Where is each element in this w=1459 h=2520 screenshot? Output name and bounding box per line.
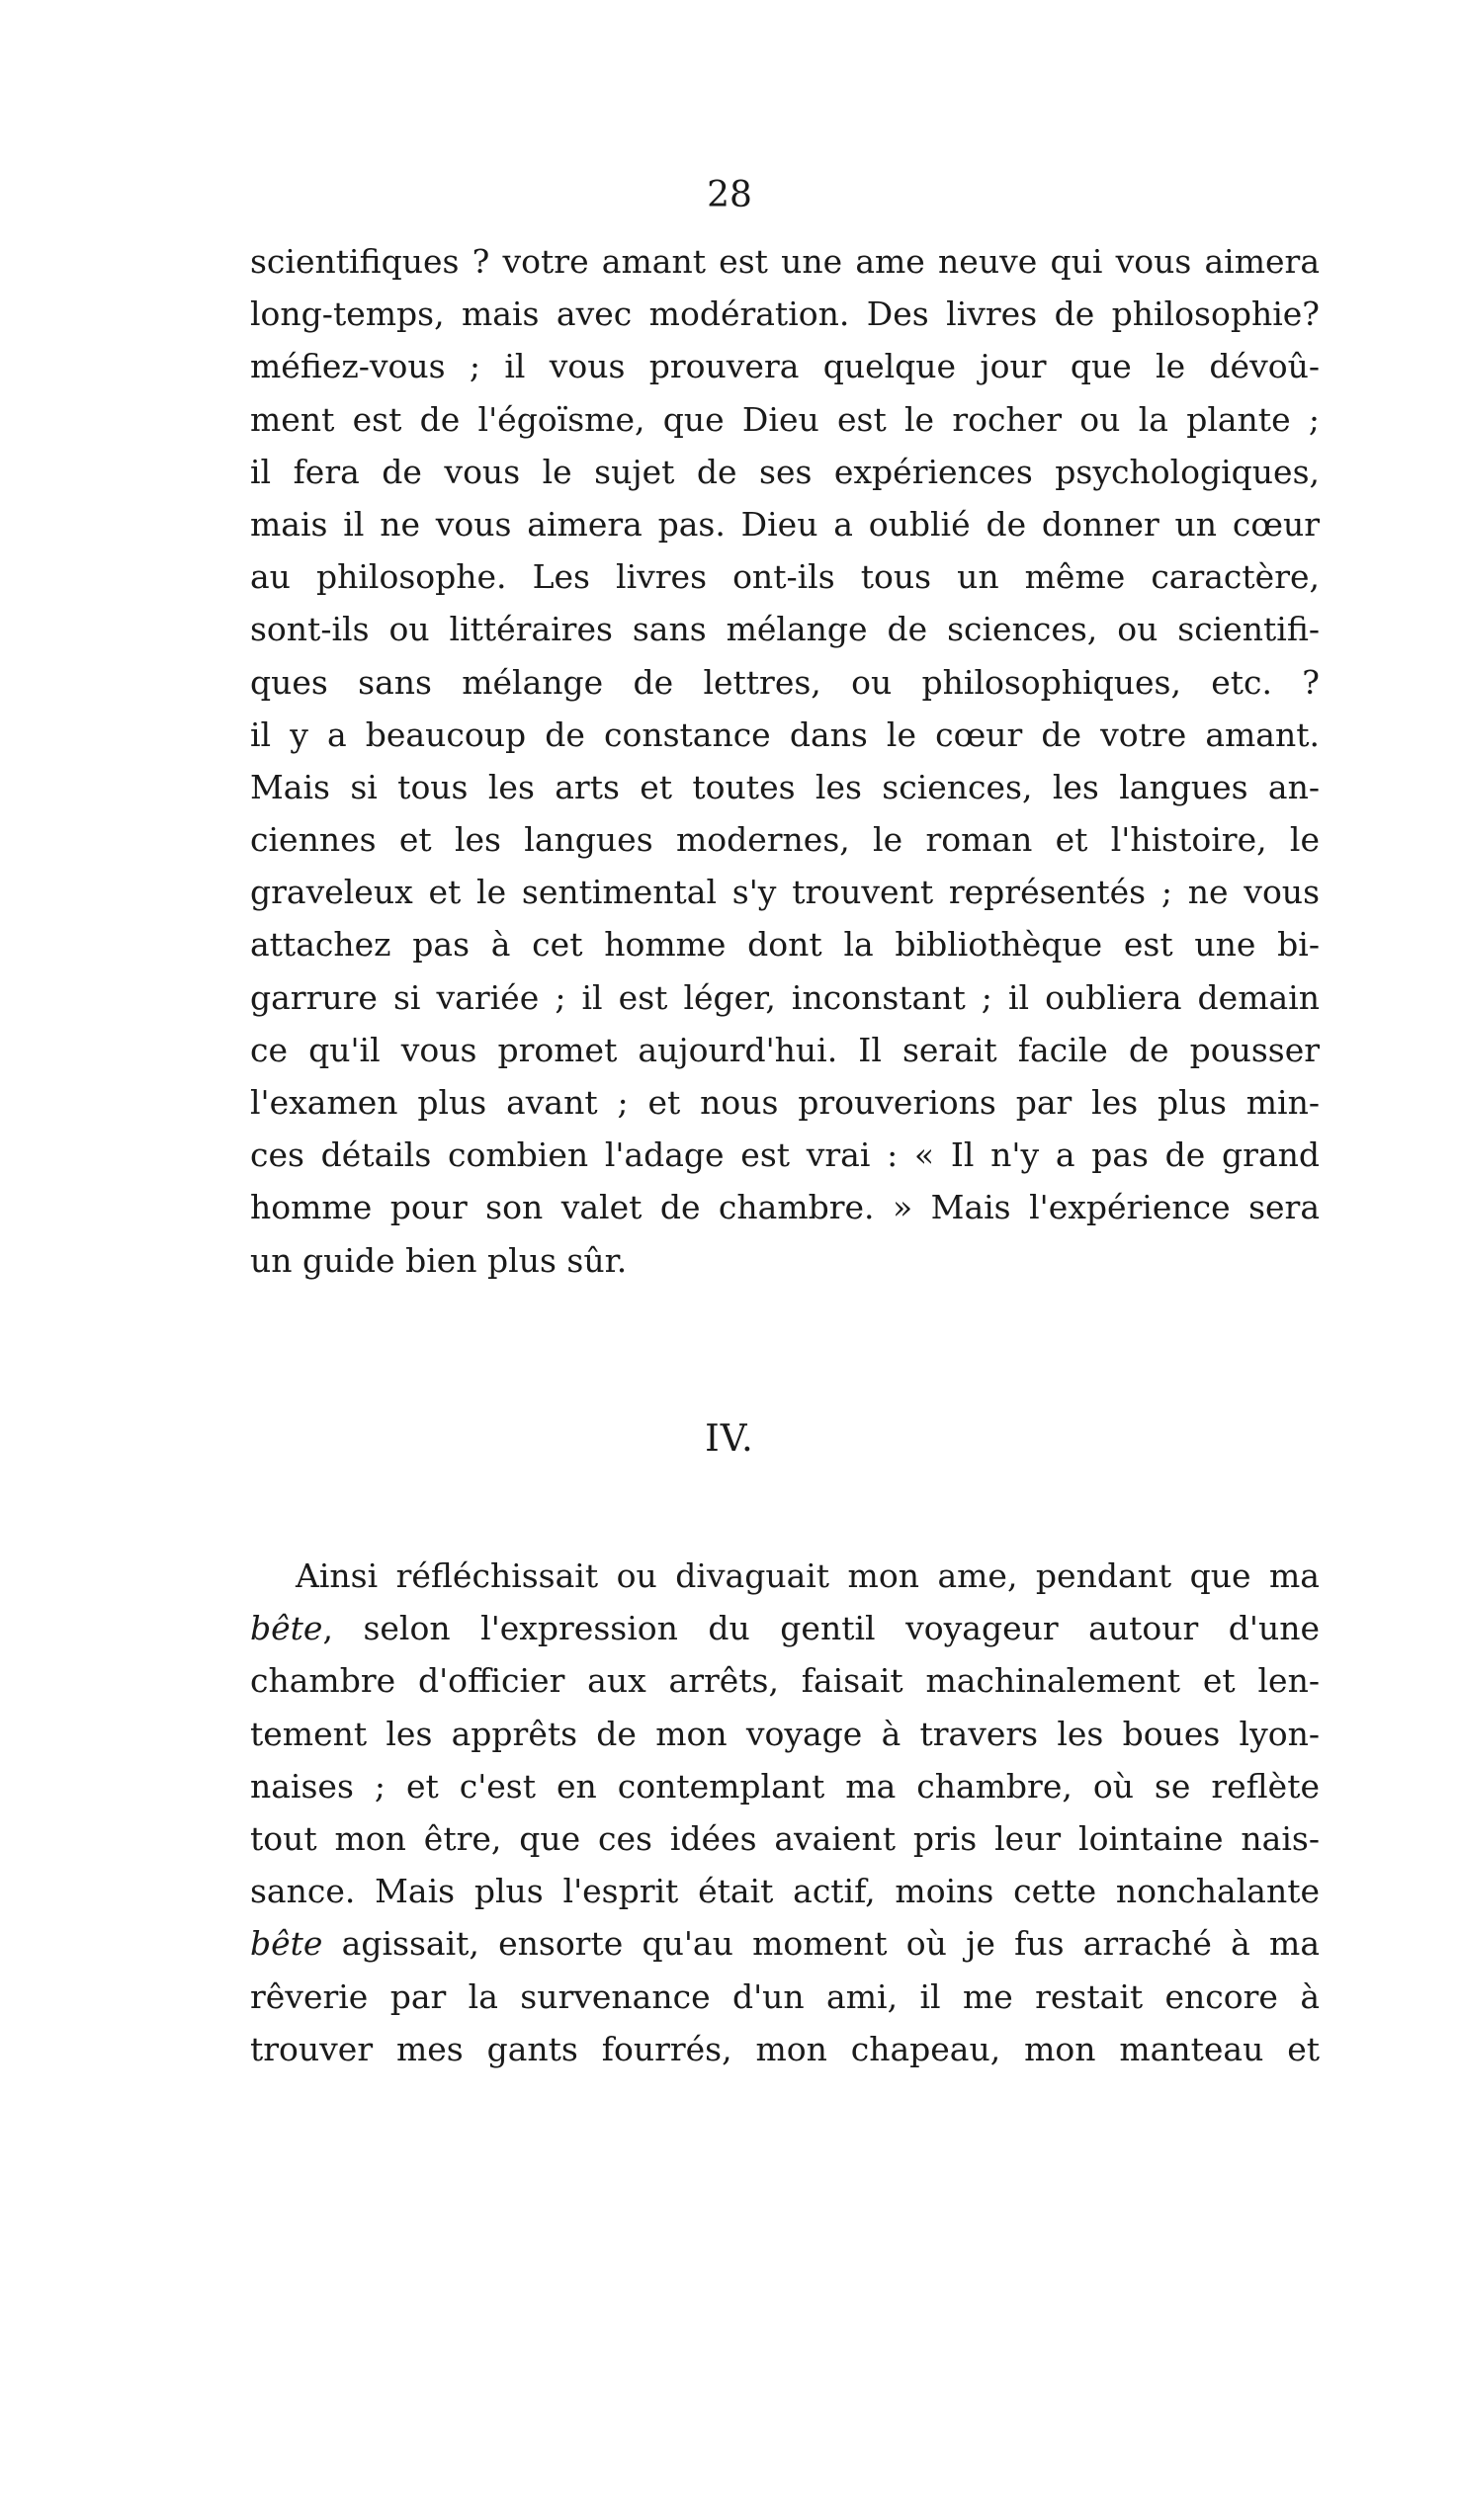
- text-line: rêverie par la survenance d'un ami, il me restait encore à: [250, 1976, 1320, 2016]
- text-line: ciennes et les langues modernes, le roman et l'histoire, le: [250, 820, 1320, 860]
- text-line: sance. Mais plus l'esprit était actif, moins cette nonchalante: [250, 1872, 1320, 1911]
- section-heading: IV.: [705, 1417, 754, 1460]
- text-line: Mais si tous les arts et toutes les sciences, les langues an-: [250, 767, 1320, 806]
- text-line: ces détails combien l'adage est vrai : « Il n'y a pas de grand: [250, 1135, 1320, 1175]
- text-line: attachez pas à cet homme dont la bibliothèque est une bi-: [250, 925, 1320, 965]
- text-line: ques sans mélange de lettres, ou philosophiques, etc. ?: [250, 662, 1320, 702]
- text-line: un guide bien plus sûr.: [250, 1240, 628, 1280]
- text-line: naises ; et c'est en contemplant ma chambre, où se reflète: [250, 1766, 1320, 1806]
- text-line: ment est de l'égoïsme, que Dieu est le rocher ou la plante ;: [250, 399, 1320, 439]
- text-line: sont-ils ou littéraires sans mélange de sciences, ou scientifi-: [250, 610, 1320, 649]
- italic-word: bête: [250, 1924, 323, 1964]
- text-line: graveleux et le sentimental s'y trouvent représentés ; ne vous: [250, 873, 1320, 912]
- text-fragment: agissait, ensorte qu'au moment où je fus arraché à ma: [322, 1924, 1320, 1964]
- text-line: garrure si variée ; il est léger, inconstant ; il oubliera demain: [250, 977, 1320, 1017]
- text-line: il y a beaucoup de constance dans le cœur de votre amant.: [250, 714, 1320, 754]
- text-line: long-temps, mais avec modération. Des livres de philosophie?: [250, 294, 1320, 334]
- text-line: [250, 1602, 1320, 1654]
- text-line: [250, 1917, 1320, 1970]
- text-line: tement les apprêts de mon voyage à travers les boues lyon-: [250, 1714, 1320, 1753]
- paragraph-2: [250, 1550, 1320, 2075]
- text-line: scientifiques ? votre amant est une ame neuve qui vous aimera: [250, 242, 1320, 281]
- text-line: l'examen plus avant ; et nous prouverions par les plus min-: [250, 1083, 1320, 1122]
- text-line: il fera de vous le sujet de ses expériences psychologiques,: [250, 452, 1320, 491]
- text-line: au philosophe. Les livres ont-ils tous un même caractère,: [250, 557, 1320, 597]
- text-line: trouver mes gants fourrés, mon chapeau, mon manteau et: [250, 2029, 1320, 2068]
- paragraph-1: [250, 235, 1320, 1287]
- text-line: ce qu'il vous promet aujourd'hui. Il serait facile de pousser: [250, 1030, 1320, 1069]
- text-line: homme pour son valet de chambre. » Mais l'expérience sera: [250, 1188, 1320, 1227]
- italic-word: bête: [250, 1609, 323, 1648]
- text-line: tout mon être, que ces idées avaient pris leur lointaine nais-: [250, 1818, 1320, 1858]
- text-line: méfiez-vous ; il vous prouvera quelque jour que le dévoû-: [250, 347, 1320, 386]
- page-number: 28: [707, 175, 752, 215]
- text-fragment: , selon l'expression du gentil voyageur autour d'une: [322, 1609, 1320, 1648]
- text-line: chambre d'officier aux arrêts, faisait machinalement et len-: [250, 1661, 1320, 1701]
- text-line: Ainsi réfléchissait ou divaguait mon ame, pendant que ma: [296, 1556, 1320, 1595]
- text-line: mais il ne vous aimera pas. Dieu a oublié de donner un cœur: [250, 504, 1320, 544]
